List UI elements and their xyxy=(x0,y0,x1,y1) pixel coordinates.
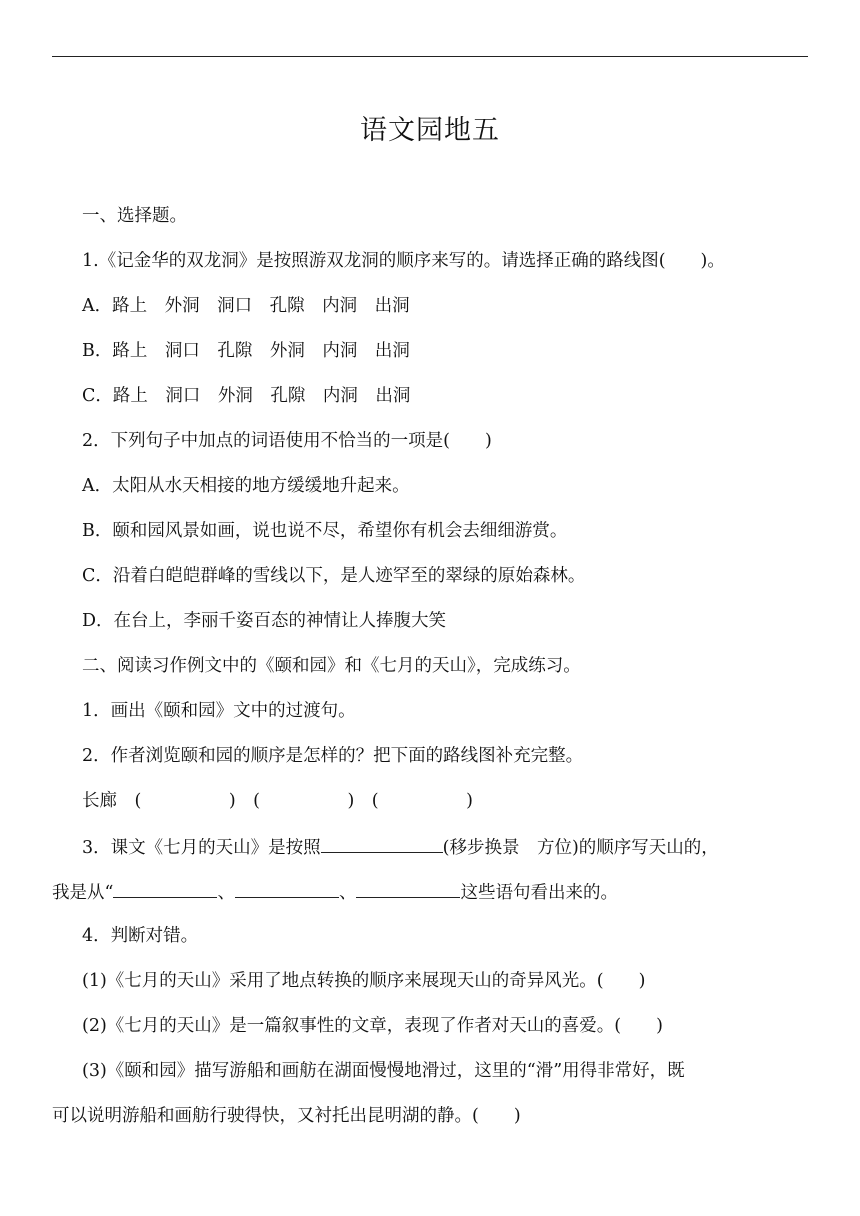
question-1-1: 1.《记金华的双龙洞》是按照游双龙洞的顺序来写的。请选择正确的路线图( )。 xyxy=(82,251,725,271)
q3-separator-2: 、 xyxy=(338,883,357,903)
q2-4-item-3: (3)《颐和园》描写游船和画舫在湖面慢慢地滑过，这里的“滑”用得非常好，既 xyxy=(82,1061,685,1081)
q3-blank-1[interactable] xyxy=(321,834,443,853)
question-1-2: 2．下列句子中加点的词语使用不恰当的一项是( ) xyxy=(82,431,492,451)
q3-blank-3[interactable] xyxy=(235,879,339,898)
q3-separator-1: 、 xyxy=(217,883,235,903)
section-one-heading: 一、选择题。 xyxy=(82,206,187,226)
q3-text-b: (移步换景 方位)的顺序写天山的， xyxy=(442,838,719,858)
q2-4-item-2: (2)《七月的天山》是一篇叙事性的文章，表现了作者对天山的喜爱。( ) xyxy=(82,1016,663,1036)
page-title: 语文园地五 xyxy=(360,115,500,146)
question-2-3-line-1 xyxy=(82,834,719,860)
q3-text-d: 这些语句看出来的。 xyxy=(460,883,618,903)
question-2-2: 2．作者浏览颐和园的顺序是怎样的？把下面的路线图补充完整。 xyxy=(82,746,584,766)
question-2-1: 1．画出《颐和园》文中的过渡句。 xyxy=(82,701,356,721)
q1-1-option-a: A．路上 外洞 洞口 孔隙 内洞 出洞 xyxy=(82,296,410,316)
q1-2-option-d: D．在台上，李丽千姿百态的神情让人捧腹大笑 xyxy=(82,611,447,631)
question-2-4: 4．判断对错。 xyxy=(82,926,199,946)
q1-1-option-c: C．路上 洞口 外洞 孔隙 内洞 出洞 xyxy=(82,386,411,406)
q3-text-a: 3．课文《七月的天山》是按照 xyxy=(82,838,321,858)
question-2-3-line-2 xyxy=(52,879,618,905)
q1-1-option-b: B．路上 洞口 孔隙 外洞 内洞 出洞 xyxy=(82,341,410,361)
q3-blank-2[interactable] xyxy=(113,879,217,898)
q2-4-item-1: (1)《七月的天山》采用了地点转换的顺序来展现天山的奇异风光。( ) xyxy=(82,971,646,991)
q2-4-item-3-cont: 可以说明游船和画舫行驶得快，又衬托出昆明湖的静。( ) xyxy=(52,1106,521,1126)
q1-2-option-c: C．沿着白皑皑群峰的雪线以下，是人迹罕至的翠绿的原始森林。 xyxy=(82,566,586,586)
header-rule xyxy=(52,56,808,57)
q3-blank-4[interactable] xyxy=(356,879,460,898)
q1-2-option-a: A．太阳从水天相接的地方缓缓地升起来。 xyxy=(82,476,410,496)
q3-text-c: 我是从“ xyxy=(52,883,114,903)
section-two-heading: 二、阅读习作例文中的《颐和园》和《七月的天山》，完成练习。 xyxy=(82,656,581,676)
route-diagram: 长廊 ( ) ( ) ( ) xyxy=(82,791,473,811)
q1-2-option-b: B．颐和园风景如画，说也说不尽，希望你有机会去细细游赏。 xyxy=(82,521,568,541)
